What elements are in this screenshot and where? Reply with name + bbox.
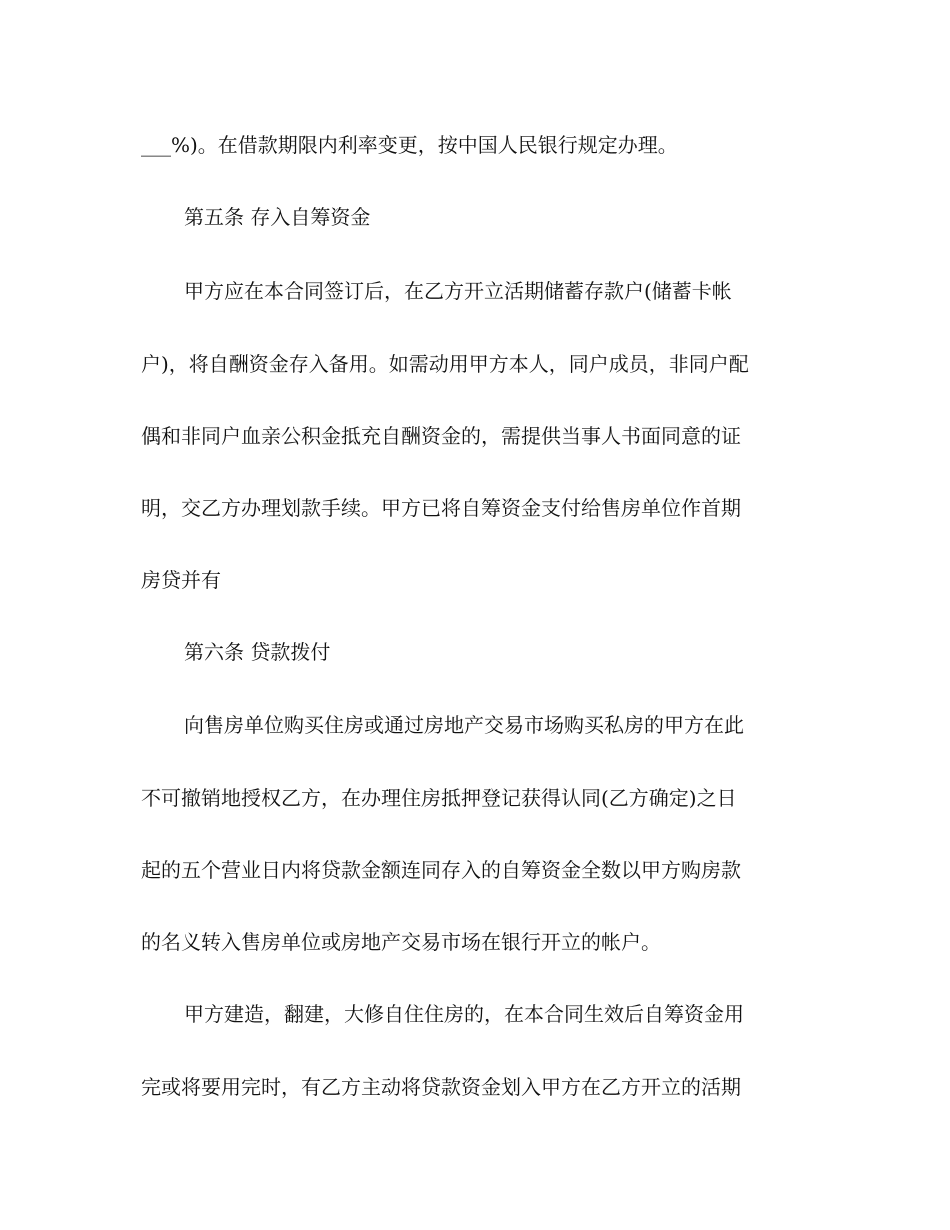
text-line: ___%)。在借款期限内利率变更，按中国人民银行规定办理。 — [141, 133, 678, 157]
text-line: 的名义转入售房单位或房地产交易市场在银行开立的帐户。 — [141, 930, 661, 954]
text-line: 明，交乙方办理划款手续。甲方已将自筹资金支付给售房单位作首期 — [141, 496, 741, 520]
paragraph-start: 甲方建造，翻建，大修自住住房的，在本合同生效后自筹资金用 — [184, 1002, 744, 1026]
article-heading: 第六条 贷款拨付 — [184, 640, 331, 664]
paragraph-start: 向售房单位购买住房或通过房地产交易市场购买私房的甲方在此 — [184, 713, 744, 737]
paragraph-start: 甲方应在本合同签订后，在乙方开立活期储蓄存款户(储蓄卡帐 — [184, 279, 732, 303]
text-line: 房贷并有 — [141, 568, 221, 592]
article-heading: 第五条 存入自筹资金 — [184, 205, 371, 229]
text-line: 户)，将自酬资金存入备用。如需动用甲方本人，同户成员，非同户配 — [141, 352, 749, 376]
text-line: 不可撤销地授权乙方，在办理住房抵押登记获得认同(乙方确定)之日 — [141, 786, 737, 810]
text-line: 起的五个营业日内将贷款金额连同存入的自筹资金全数以甲方购房款 — [141, 858, 741, 882]
text-line: 完或将要用完时，有乙方主动将贷款资金划入甲方在乙方开立的活期 — [141, 1075, 741, 1099]
text-line: 偶和非同户血亲公积金抵充自酬资金的，需提供当事人书面同意的证 — [141, 424, 741, 448]
